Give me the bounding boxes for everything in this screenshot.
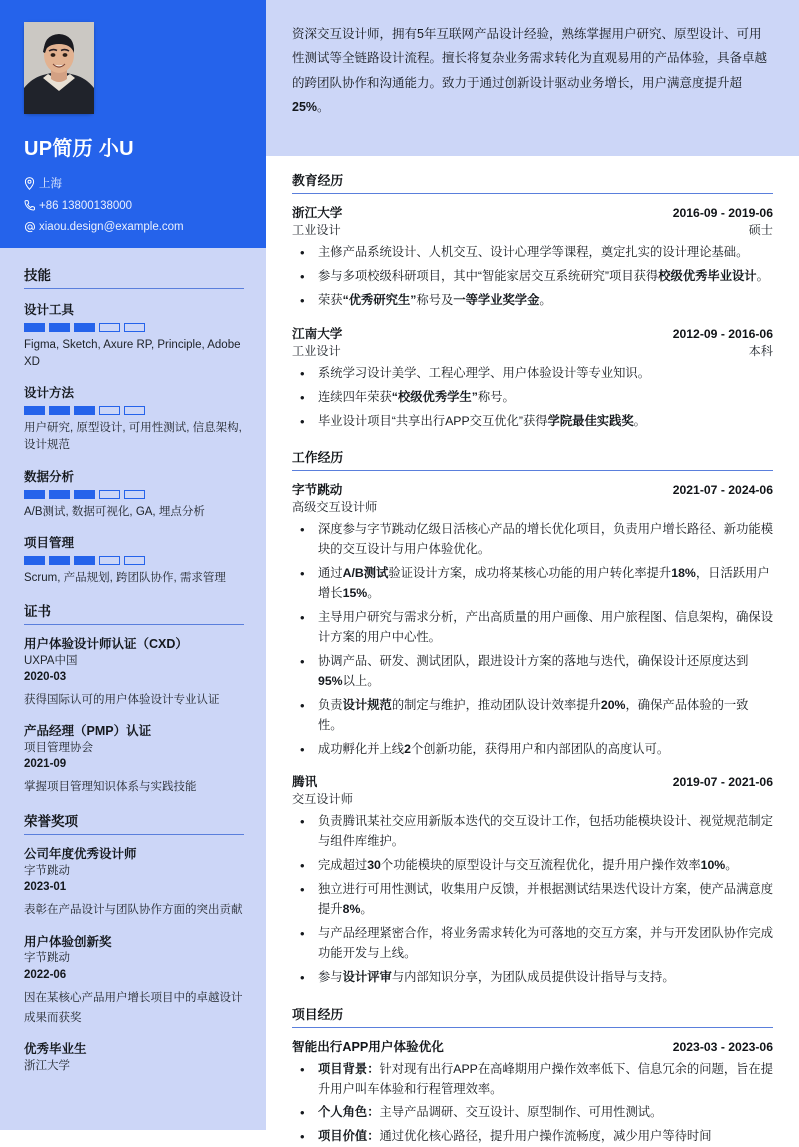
bullet: • 负责设计规范的制定与维护，推动团队设计效率提升20%，确保产品体验的一致性。 (292, 696, 773, 736)
education-bullets (292, 364, 773, 432)
skill-pip (24, 406, 45, 415)
skill-pip (49, 406, 70, 415)
skill-name: 设计工具 (24, 303, 75, 317)
work-role: 高级交互设计师 (292, 500, 378, 515)
section-projects-title: 项目经历 (292, 1004, 773, 1028)
work-bullets (292, 812, 773, 987)
cert-org: UXPA中国 (24, 654, 78, 667)
contact-email (24, 221, 244, 233)
skill-items: A/B测试, 数据可视化, GA, 埋点分析 (24, 505, 205, 518)
skill-pip (99, 323, 120, 332)
skill-name: 数据分析 (24, 469, 75, 484)
skill-pip (49, 556, 70, 565)
skill-item (24, 300, 244, 370)
skill-pip (24, 490, 45, 499)
skill-pip (24, 323, 45, 332)
cert-date: 2021-09 (24, 758, 67, 771)
bullet: • 协调产品、研发、测试团队，跟进设计方案的落地与迭代，确保设计还原度达到95%以上。 (292, 652, 773, 692)
bullet: • 通过A/B测试验证设计方案，成功将某核心功能的用户转化率提升18%，日活跃用户增长15%。 (292, 564, 773, 604)
bullet: • 成功孵化并上线2个创新功能，获得用户和内部团队的高度认可。 (292, 740, 773, 760)
skill-pip (74, 323, 95, 332)
education-degree: 硕士 (748, 223, 773, 237)
award-org: 字节跳动 (24, 952, 70, 965)
education-date: 2016-09 - 2019-06 (672, 206, 773, 220)
education-item (292, 323, 773, 432)
award-org: 字节跳动 (24, 865, 70, 878)
project-date: 2023-03 - 2023-06 (672, 1039, 773, 1054)
skill-level-meter (24, 490, 244, 499)
sidebar-section-certs-title: 证书 (24, 600, 244, 625)
location-pin-icon (24, 177, 39, 190)
bullet: • 与产品经理紧密合作，将业务需求转化为可落地的交互方案，并与开发团队协作完成功能开发与上线。 (292, 924, 773, 964)
sidebar (0, 0, 266, 1130)
education-date: 2012-09 - 2016-06 (672, 326, 773, 341)
skill-items: 用户研究, 原型设计, 可用性测试, 信息架构, 设计规范 (24, 422, 242, 452)
section-work-title: 工作经历 (292, 447, 773, 471)
bullet: • 项目背景：针对现有出行APP在高峰期用户操作效率低下、信息冗余的问题，旨在提升用户叫车体验和行程管理效率。 (292, 1060, 773, 1100)
award-desc: 表彰在产品设计与团队协作方面的突出贡献 (24, 904, 243, 917)
award-date: 2022-06 (24, 968, 67, 981)
cert-desc: 掌握项目管理知识体系与实践技能 (24, 781, 197, 794)
sidebar-section-skills-title: 技能 (24, 264, 244, 289)
award-org: 浙江大学 (24, 1059, 70, 1072)
bullet: • 荣获“优秀研究生”称号及一等学业奖学金。 (292, 291, 773, 311)
contact-list (24, 175, 244, 233)
contact-location (24, 175, 244, 191)
cert-item (24, 636, 244, 710)
education-subheader-row (292, 221, 773, 238)
award-item (24, 846, 244, 920)
award-title: 优秀毕业生 (24, 1041, 87, 1056)
skill-pip (99, 556, 120, 565)
bullet: • 主导用户研究与需求分析，产出高质量的用户画像、用户旅程图、信息架构，确保设计方案的用户中心性。 (292, 608, 773, 648)
cert-org: 项目管理协会 (24, 742, 93, 755)
skill-item (24, 467, 244, 521)
section-education-title: 教育经历 (292, 170, 773, 194)
work-item (292, 771, 773, 987)
education-major: 工业设计 (292, 343, 341, 358)
skill-pip (49, 323, 70, 332)
education-degree: 本科 (748, 343, 773, 358)
contact-phone-value: +86 13800138000 (39, 200, 133, 212)
bullet: • 负责腾讯某社交应用新版本迭代的交互设计工作，包括功能模块设计、视觉规范制定与组件库维护。 (292, 812, 773, 852)
project-item (292, 1036, 773, 1147)
skills-list (24, 300, 244, 587)
skill-pip (74, 490, 95, 499)
cert-title: 产品经理（PMP）认证 (24, 724, 152, 739)
bullet: • 项目价值：通过优化核心路径，提升用户操作流畅度，减少用户等待时间 (292, 1127, 773, 1147)
bullet: • 独立进行可用性测试，收集用户反馈，并根据测试结果迭代设计方案，使产品满意度提升8%。 (292, 880, 773, 920)
project-header-row (292, 1036, 773, 1055)
award-date: 2023-01 (24, 881, 67, 894)
skill-pip (124, 323, 145, 332)
skill-level-meter (24, 323, 244, 332)
work-date: 2021-07 - 2024-06 (672, 483, 773, 498)
sidebar-header (0, 0, 266, 248)
education-subheader-row (292, 342, 773, 359)
sidebar-body (0, 248, 266, 1097)
main-body (266, 156, 799, 1147)
project-bullets (292, 1060, 773, 1147)
bullet: • 参与多项校级科研项目，其中“智能家居交互系统研究”项目获得校级优秀毕业设计。 (292, 267, 773, 287)
award-title: 公司年度优秀设计师 (24, 847, 137, 862)
skill-pip (74, 556, 95, 565)
education-header-row (292, 323, 773, 342)
skill-level-meter (24, 406, 244, 415)
cert-date: 2020-03 (24, 671, 67, 683)
main-content (266, 0, 799, 1144)
bullet: • 连续四年荣获“校级优秀学生”称号。 (292, 388, 773, 408)
skill-pip (124, 406, 145, 415)
skill-pip (124, 556, 145, 565)
section-projects (292, 1004, 773, 1147)
skill-item (24, 533, 244, 587)
contact-phone (24, 200, 244, 212)
bullet: • 系统学习设计美学、工程心理学、用户体验设计等专业知识。 (292, 364, 773, 384)
skill-pip (99, 406, 120, 415)
work-bullets (292, 520, 773, 759)
skill-pip (124, 490, 145, 499)
work-item (292, 479, 773, 759)
work-header-row (292, 771, 773, 790)
education-major: 工业设计 (292, 223, 341, 237)
bullet: • 毕业设计项目“共享出行APP交互优化”获得学院最佳实践奖。 (292, 412, 773, 432)
skill-level-meter (24, 556, 244, 565)
education-school: 浙江大学 (292, 206, 343, 220)
education-bullets (292, 243, 773, 311)
skill-item (24, 383, 244, 453)
phone-icon (24, 200, 39, 212)
cert-desc: 获得国际认可的用户体验设计专业认证 (24, 694, 220, 707)
awards-list (24, 846, 244, 1073)
skill-pip (24, 556, 45, 565)
education-header-row (292, 202, 773, 221)
work-date: 2019-07 - 2021-06 (672, 775, 773, 790)
contact-email-value: xiaou.design@example.com (39, 221, 184, 233)
project-name: 智能出行APP用户体验优化 (292, 1039, 444, 1054)
work-role: 交互设计师 (292, 792, 353, 807)
contact-location-value: 上海 (39, 178, 62, 190)
skill-name: 设计方法 (24, 386, 75, 401)
award-title: 用户体验创新奖 (24, 934, 112, 949)
sidebar-section-awards-title: 荣誉奖项 (24, 810, 244, 835)
candidate-name: UP简历 小U (24, 138, 134, 160)
bullet: • 完成超过30个功能模块的原型设计与交互流程优化，提升用户操作效率10%。 (292, 856, 773, 876)
work-company: 字节跳动 (292, 483, 343, 498)
certs-list (24, 636, 244, 797)
skill-name: 项目管理 (24, 536, 75, 551)
skill-pip (99, 490, 120, 499)
avatar (24, 22, 94, 114)
bullet: • 参与设计评审与内部知识分享，为团队成员提供设计指导与支持。 (292, 968, 773, 988)
award-item (24, 1041, 244, 1074)
skill-pip (74, 406, 95, 415)
education-item (292, 202, 773, 311)
bullet: • 深度参与字节跳动亿级日活核心产品的增长优化项目，负责用户增长路径、新功能模块的交互设计与用户体验优化。 (292, 520, 773, 560)
award-desc: 因在某核心产品用户增长项目中的卓越设计成果而获奖 (24, 991, 243, 1024)
skill-items: Scrum, 产品规划, 跨团队协作, 需求管理 (24, 572, 226, 585)
email-at-icon (24, 221, 39, 233)
profile-summary: 资深交互设计师，拥有5年互联网产品设计经验，熟练掌握用户研究、原型设计、可用性测试等全链路设计流程。擅长将复杂业务需求转化为直观易用的产品体验，具备卓越的跨团队协作和沟通能力。致力于通过创新设计驱动业务增长，用户满意度提升超25%。 (266, 0, 799, 156)
award-item (24, 934, 244, 1028)
skill-items: Figma, Sketch, Axure RP, Principle, Adobe XD (24, 339, 241, 368)
work-company: 腾讯 (292, 775, 318, 790)
section-education (292, 170, 773, 431)
bullet: • 主修产品系统设计、人机交互、设计心理学等课程，奠定扎实的设计理论基础。 (292, 243, 773, 263)
work-header-row (292, 479, 773, 498)
bullet: • 个人角色：主导产品调研、交互设计、原型制作、可用性测试。 (292, 1103, 773, 1123)
education-school: 江南大学 (292, 326, 343, 341)
cert-item (24, 723, 244, 797)
skill-pip (49, 490, 70, 499)
section-work (292, 447, 773, 987)
cert-title: 用户体验设计师认证（CXD） (24, 637, 188, 652)
